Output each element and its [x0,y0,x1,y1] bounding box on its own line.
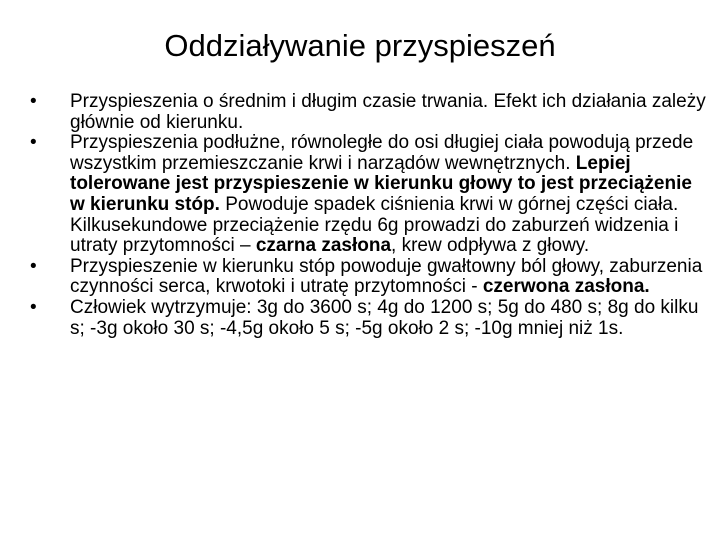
bullet-text: , krew odpływa z głowy. [391,235,590,257]
bullet-text: Przyspieszenia podłużne, równoległe do osi długiej ciała powodują przede wszystkim przemieszczanie krwi i narządów wewnętrznych. [70,132,694,174]
bullet-item-4 [30,298,706,339]
bullet-icon: • [30,132,37,154]
slide-title: Oddziaływanie przyspieszeń [164,28,556,63]
bullet-emphasis: czarna zasłona [255,235,392,257]
bullet-text: Przyspieszenia o średnim i długim czasie trwania. Efekt ich działania zależy głównie od kierunku. [70,91,706,133]
bullet-item-3 [30,257,706,298]
bullet-text: Człowiek wytrzymuje: 3g do 3600 s; 4g do 1200 s; 5g do 480 s; 8g do kilku s; -3g około 30 s; -4,5g około 5 s; -5g około 2 s; -10g mniej niż 1s. [70,296,699,339]
bullet-emphasis: czerwona zasłona. [482,276,650,298]
bullet-text: Powoduje spadek ciśnienia krwi w górnej części ciała. Kilkusekundowe przeciążenie rzędu 6g prowadzi do zaburzeń widzenia i utraty przytomności – [70,193,679,257]
bullet-emphasis: Lepiej tolerowane jest przyspieszenie w kierunku głowy to jest przeciążenie w kierunku stóp. [70,152,692,215]
bullet-item-2 [30,133,706,257]
bullet-item-1 [30,92,706,133]
bullet-icon: • [30,91,37,112]
bullet-icon: • [30,296,37,318]
bullet-text: Przyspieszenie w kierunku stóp powoduje gwałtowny ból głowy, zaburzenia czynności serca, krwotoki i utratę przytomności - [70,255,703,298]
bullet-list [30,92,706,339]
bullet-icon: • [30,255,37,277]
